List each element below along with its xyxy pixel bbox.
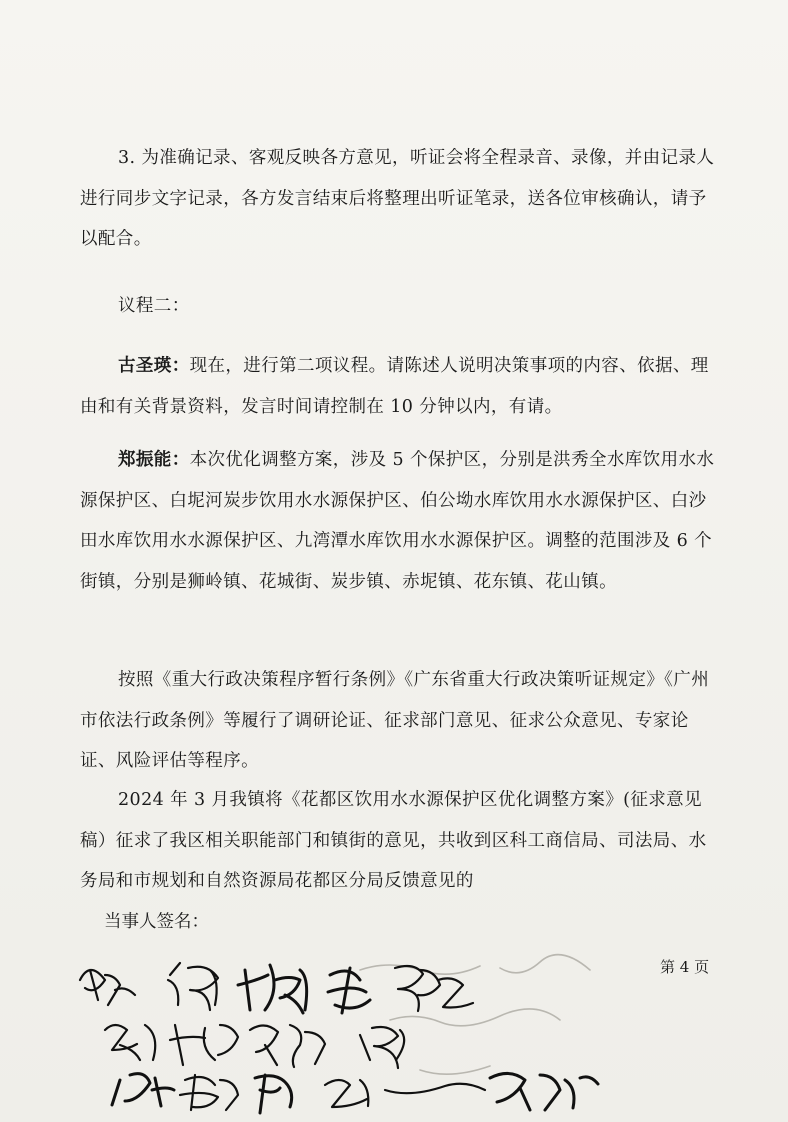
paragraph-consultation: 2024 年 3 月我镇将《花都区饮用水水源保护区优化调整方案》(征求意见稿）征求了我区相关职能部门和镇街的意见，共收到区科工商信局、司法局、水务局和市规划和自然资源局花都区分局反馈意见的	[80, 790, 707, 891]
handwritten-signatures	[60, 950, 740, 1122]
page-number: 第 4 页	[660, 958, 710, 976]
paragraph-chair-statement	[80, 346, 720, 427]
speaker-text: 本次优化调整方案，涉及 5 个保护区，分别是洪秀全水库饮用水水源保护区、白坭河炭步饮用水水源保护区、伯公坳水库饮用水水源保护区、白沙田水库饮用水水源保护区、九湾潭水库饮用水水源保护区。调整的范围涉及 6 个街镇，分别是狮岭镇、花城街、炭步镇、赤坭镇、花东镇、花山镇。	[80, 450, 715, 592]
speaker-name: 古圣瑛：	[118, 356, 190, 376]
speaker-name: 郑振能：	[118, 450, 190, 470]
paragraph-presenter-statement	[80, 440, 720, 602]
agenda-two-heading: 议程二：	[118, 296, 190, 316]
signature-label: 当事人签名：	[104, 912, 209, 932]
speaker-text: 现在，进行第二项议程。请陈述人说明决策事项的内容、依据、理由和有关背景资料，发言时间请控制在 10 分钟以内，有请。	[80, 356, 709, 417]
paragraph-recording-notice: 3. 为准确记录、客观反映各方意见，听证会将全程录音、录像，并由记录人进行同步文字记录，各方发言结束后将整理出听证笔录，送各位审核确认，请予以配合。	[80, 148, 715, 249]
paragraph-procedures: 按照《重大行政决策程序暂行条例》《广东省重大行政决策听证规定》《广州市依法行政条例》等履行了调研论证、征求部门意见、征求公众意见、专家论证、风险评估等程序。	[80, 670, 710, 771]
